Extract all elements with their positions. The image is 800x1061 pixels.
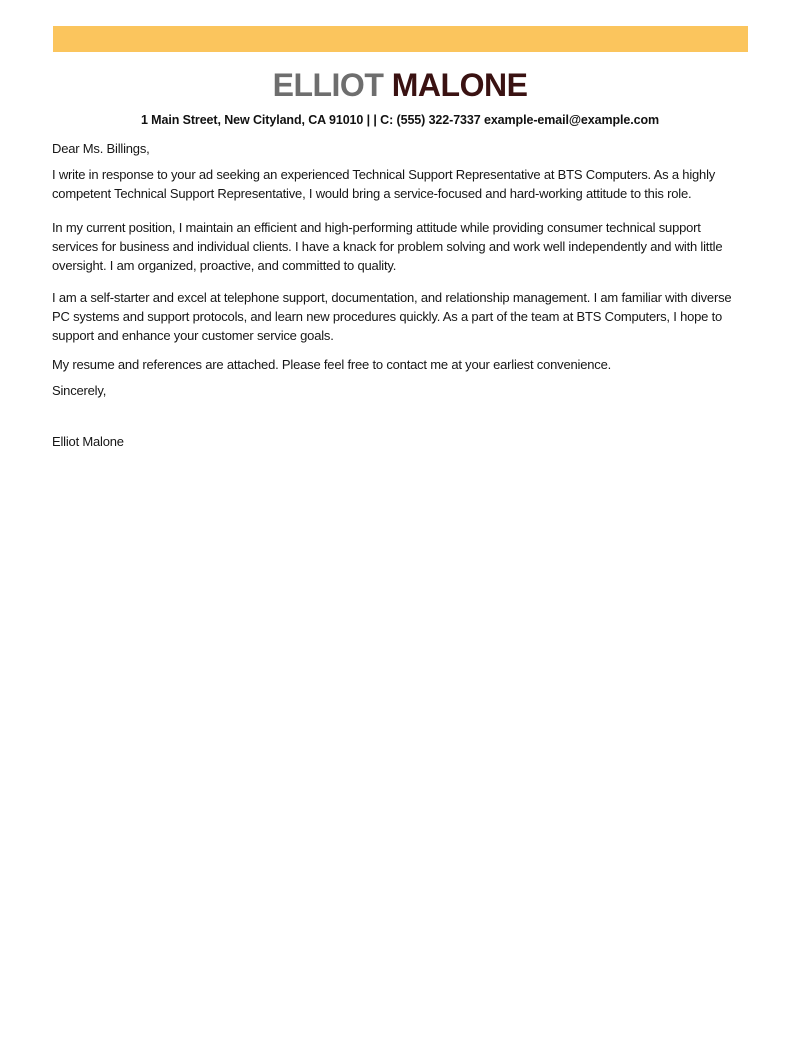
paragraph-1: I write in response to your ad seeking an experienced Technical Support Representative at BTS Computers. As a highly competent Technical Support Representative, I would bring a service-focused and hard-working attitude to this role.	[52, 167, 716, 201]
letter-page	[0, 26, 800, 1061]
signature: Elliot Malone	[52, 434, 124, 449]
paragraph-3: I am a self-starter and excel at telephone support, documentation, and relationship management. I am familiar with diverse PC systems and support protocols, and learn new procedures quickly. As a part of the team at BTS Computers, I hope to support and enhance your customer service goals.	[52, 290, 732, 343]
contact-line: 1 Main Street, New Cityland, CA 91010 | | C: (555) 322-7337 example-email@example.com	[140, 113, 660, 127]
paragraph-4: My resume and references are attached. Please feel free to contact me at your earliest convenience.	[52, 357, 612, 372]
first-name: ELLIOT	[272, 67, 384, 103]
page-title	[0, 68, 800, 102]
paragraph-2: In my current position, I maintain an efficient and high-performing attitude while providing consumer technical support services for business and individual clients. I have a knack for problem solving and work well independently and with little oversight. I am organized, proactive, and committed to quality.	[52, 220, 723, 273]
letter-body	[52, 139, 744, 451]
salutation: Dear Ms. Billings,	[52, 141, 150, 156]
header-accent-bar	[53, 26, 748, 52]
last-name: MALONE	[391, 67, 528, 103]
closing: Sincerely,	[52, 383, 107, 398]
